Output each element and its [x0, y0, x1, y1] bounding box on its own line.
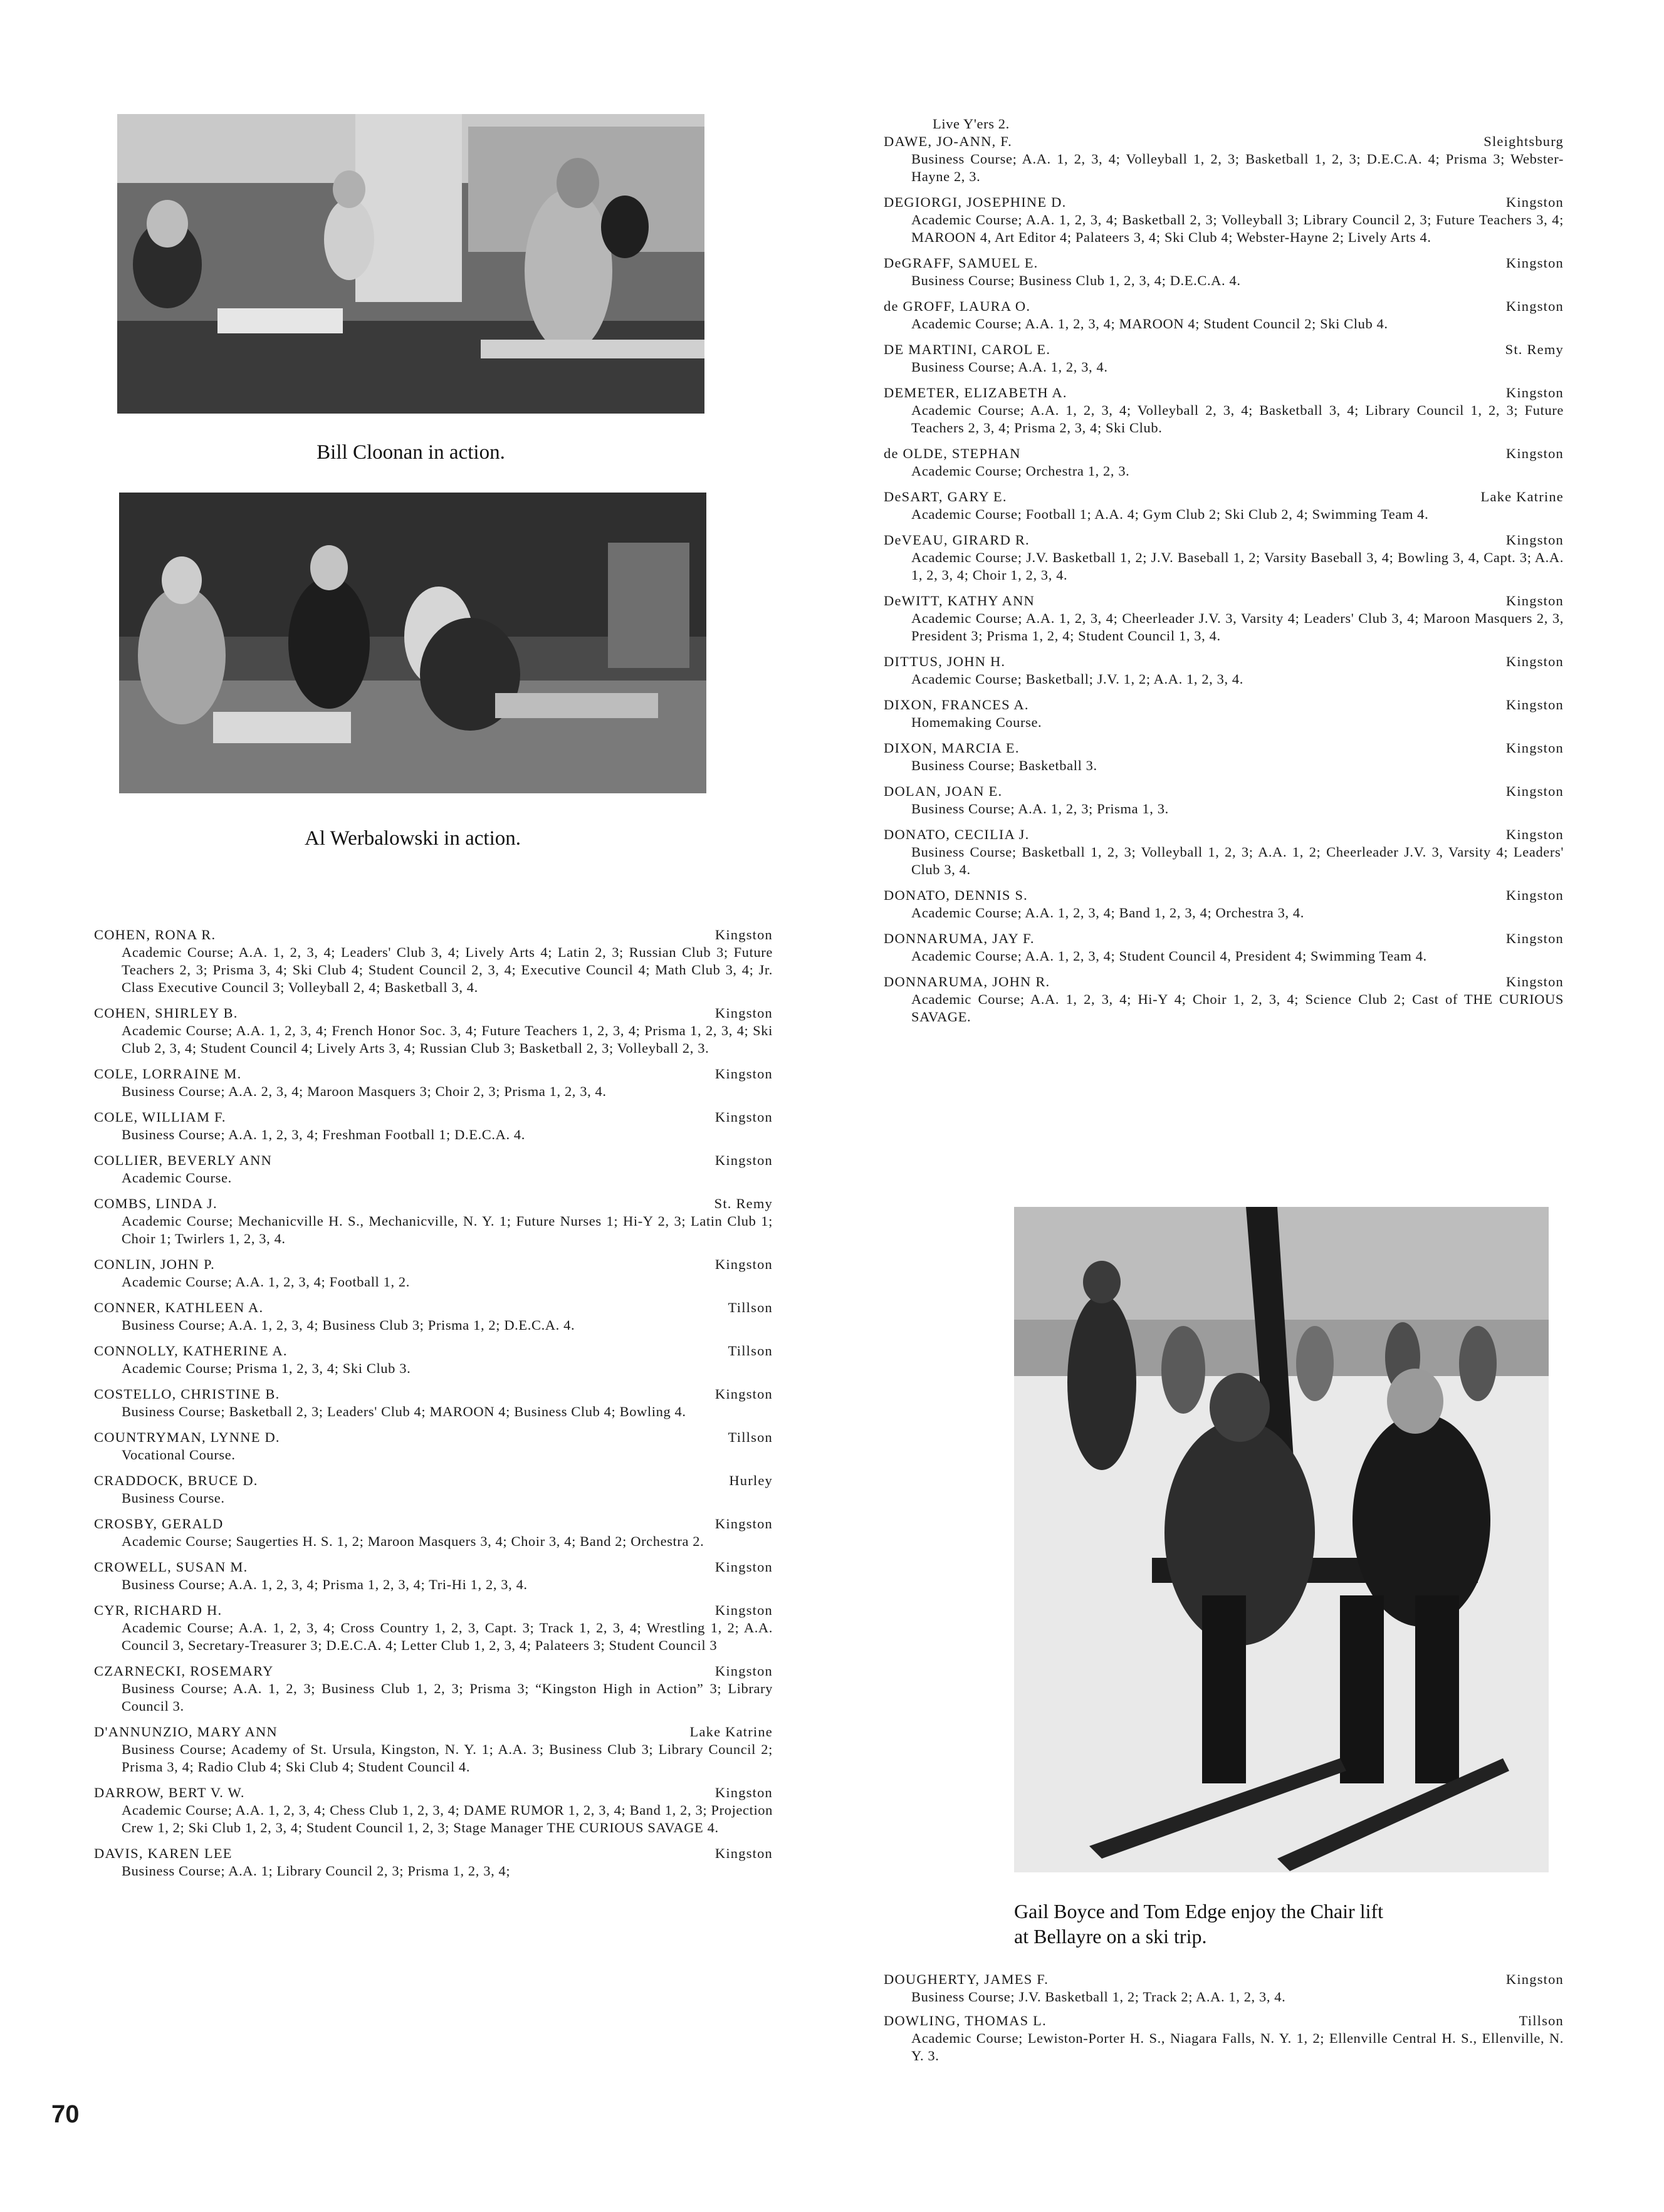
entry-heading	[884, 696, 1564, 714]
entry-heading	[884, 298, 1564, 315]
senior-entry	[884, 826, 1564, 879]
student-town: Kingston	[1505, 931, 1564, 946]
student-activities: Academic Course; A.A. 1, 2, 3, 4; Volleyball 2, 3, 4; Basketball 3, 4; Library Council 1, 2, 3; Future Teachers 2, 3, 4; Prisma 2, 3, 4; Ski Club.	[911, 402, 1564, 436]
entry-heading	[94, 1342, 773, 1360]
student-town: St. Remy	[1505, 342, 1564, 357]
senior-entry	[94, 1472, 773, 1507]
student-name: de OLDE, STEPHAN	[884, 446, 1021, 461]
photo1-caption: Bill Cloonan in action.	[317, 441, 505, 464]
student-name: DARROW, BERT V. W.	[94, 1785, 245, 1800]
student-name: COSTELLO, CHRISTINE B.	[94, 1386, 280, 1402]
senior-entry	[94, 1299, 773, 1334]
student-activities: Academic Course; A.A. 1, 2, 3, 4; Student Council 4, President 4; Swimming Team 4.	[911, 948, 1427, 964]
student-town: Kingston	[714, 1516, 773, 1531]
student-activities: Business Course; A.A. 1, 2, 3, 4; Volleyball 1, 2, 3; Basketball 1, 2, 3; D.E.C.A. 4; Prisma 3; Webster-Hayne 2, 3.	[911, 151, 1564, 184]
photo-classroom-1	[117, 114, 704, 414]
student-activities: Business Course; A.A. 1, 2, 3, 4; Business Club 3; Prisma 1, 2; D.E.C.A. 4.	[122, 1317, 575, 1333]
entry-heading	[884, 445, 1564, 462]
entry-heading	[94, 1662, 773, 1680]
entry-heading	[94, 1385, 773, 1403]
senior-entry	[94, 1065, 773, 1100]
student-name: CONNOLLY, KATHERINE A.	[94, 1343, 288, 1359]
senior-entry	[94, 1256, 773, 1291]
student-town: Kingston	[714, 1663, 773, 1679]
student-activities: Business Course; A.A. 1; Library Council 2, 3; Prisma 1, 2, 3, 4;	[122, 1863, 511, 1879]
entry-heading	[94, 926, 773, 944]
student-activities: Homemaking Course.	[911, 714, 1042, 730]
entry-heading	[884, 194, 1564, 211]
student-activities: Business Course; Business Club 1, 2, 3, 4; D.E.C.A. 4.	[911, 273, 1241, 288]
senior-entry	[94, 1558, 773, 1594]
student-town: Lake Katrine	[689, 1724, 773, 1740]
student-name: COLLIER, BEVERLY ANN	[94, 1152, 273, 1168]
entry-heading	[94, 1065, 773, 1083]
entry-heading	[94, 1429, 773, 1446]
student-name: DIXON, FRANCES A.	[884, 697, 1029, 712]
student-town: Kingston	[714, 1152, 773, 1168]
student-activities: Business Course; Basketball 2, 3; Leaders' Club 4; MAROON 4; Business Club 4; Bowling 4.	[122, 1404, 686, 1419]
student-name: DONATO, DENNIS S.	[884, 887, 1028, 903]
senior-entry	[884, 341, 1564, 376]
student-activities: Academic Course; Lewiston-Porter H. S., Niagara Falls, N. Y. 1, 2; Ellenville Central H. S., Ellenville, N. Y. 3.	[911, 2030, 1564, 2063]
senior-entry	[94, 1845, 773, 1880]
senior-entry	[884, 592, 1564, 645]
student-town: Kingston	[714, 1256, 773, 1272]
senior-entry	[884, 531, 1564, 584]
student-name: DONNARUMA, JAY F.	[884, 931, 1035, 946]
senior-entry	[94, 1004, 773, 1057]
student-name: DOWLING, THOMAS L.	[884, 2013, 1047, 2028]
student-name: DITTUS, JOHN H.	[884, 654, 1006, 669]
senior-entry	[884, 653, 1564, 688]
student-activities: Academic Course.	[122, 1170, 232, 1186]
senior-entry	[884, 194, 1564, 246]
entry-heading	[884, 592, 1564, 610]
student-town: Kingston	[1505, 654, 1564, 669]
student-town: Kingston	[714, 1785, 773, 1800]
student-name: DEMETER, ELIZABETH A.	[884, 385, 1067, 400]
student-town: Kingston	[1505, 194, 1564, 210]
student-activities: Business Course; A.A. 1, 2, 3; Business Club 1, 2, 3; Prisma 3; “Kingston High in Action” 3; Library Council 3.	[122, 1681, 773, 1714]
student-activities: Academic Course; A.A. 1, 2, 3, 4; Hi-Y 4; Choir 1, 2, 3, 4; Science Club 2; Cast of THE CURIOUS SAVAGE.	[911, 991, 1564, 1025]
student-town: Kingston	[1505, 385, 1564, 400]
senior-entry	[94, 1195, 773, 1248]
student-activities: Business Course; Basketball 3.	[911, 758, 1097, 773]
entry-heading	[884, 531, 1564, 549]
senior-entry	[884, 930, 1564, 965]
student-activities: Academic Course; A.A. 1, 2, 3, 4; Basketball 2, 3; Volleyball 3; Library Council 2, 3; Future Teachers 3, 4; MAROON 4, Art Editor 4; Palateers 3, 4; Ski Club 4; Webster-Hayne 2; Lively Arts 4.	[911, 212, 1564, 245]
photo2-caption: Al Werbalowski in action.	[304, 827, 521, 850]
entry-heading	[94, 1195, 773, 1213]
student-town: Kingston	[714, 1845, 773, 1861]
senior-entry	[94, 1385, 773, 1421]
senior-entry	[884, 739, 1564, 775]
student-town: Kingston	[714, 1602, 773, 1618]
entry-heading	[884, 2012, 1564, 2030]
student-activities: Academic Course; Mechanicville H. S., Mechanicville, N. Y. 1; Future Nurses 1; Hi-Y 2, 3; Latin Club 1; Choir 1; Twirlers 1, 2, 3, 4.	[122, 1213, 773, 1246]
student-town: Kingston	[1505, 783, 1564, 799]
senior-entry	[94, 1429, 773, 1464]
student-town: Sleightsburg	[1483, 133, 1564, 149]
student-town: St. Remy	[714, 1196, 773, 1211]
student-activities: Business Course; A.A. 1, 2, 3, 4; Freshman Football 1; D.E.C.A. 4.	[122, 1127, 525, 1142]
student-activities: Academic Course; Football 1; A.A. 4; Gym Club 2; Ski Club 2, 4; Swimming Team 4.	[911, 506, 1429, 522]
student-town: Kingston	[714, 1005, 773, 1021]
student-town: Kingston	[714, 927, 773, 942]
continued-fragment: Live Y'ers 2.	[933, 116, 1010, 132]
student-town: Kingston	[1505, 255, 1564, 271]
student-town: Lake Katrine	[1480, 489, 1564, 504]
student-activities: Academic Course; A.A. 1, 2, 3, 4; MAROON 4; Student Council 2; Ski Club 4.	[911, 316, 1388, 331]
entry-heading	[884, 384, 1564, 402]
senior-list-right-bottom	[884, 1971, 1564, 2065]
entry-heading	[884, 254, 1564, 272]
senior-entry	[884, 298, 1564, 333]
senior-entry	[884, 254, 1564, 290]
senior-entry	[94, 1602, 773, 1654]
entry-heading	[94, 1515, 773, 1533]
senior-entry	[94, 1109, 773, 1144]
student-activities: Academic Course; Orchestra 1, 2, 3.	[911, 463, 1130, 479]
senior-entry	[884, 696, 1564, 731]
student-activities: Business Course; J.V. Basketball 1, 2; Track 2; A.A. 1, 2, 3, 4.	[911, 1989, 1286, 2005]
senior-entry	[884, 445, 1564, 480]
student-activities: Academic Course; A.A. 1, 2, 3, 4; Cheerleader J.V. 3, Varsity 4; Leaders' Club 3, 4; Maroon Masquers 2, 3, President 3; Prisma 1, 2, 4; Student Council 1, 3, 4.	[911, 610, 1564, 644]
student-town: Tillson	[728, 1343, 773, 1359]
student-town: Kingston	[714, 1559, 773, 1575]
student-name: DOLAN, JOAN E.	[884, 783, 1003, 799]
senior-entry	[884, 133, 1564, 185]
student-name: DeSART, GARY E.	[884, 489, 1007, 504]
student-name: de GROFF, LAURA O.	[884, 298, 1031, 314]
student-town: Kingston	[1505, 827, 1564, 842]
student-name: CONNER, KATHLEEN A.	[94, 1300, 264, 1315]
student-name: DONNARUMA, JOHN R.	[884, 974, 1050, 989]
entry-heading	[884, 887, 1564, 904]
student-town: Kingston	[714, 1386, 773, 1402]
student-name: CZARNECKI, ROSEMARY	[94, 1663, 274, 1679]
student-name: DAVIS, KAREN LEE	[94, 1845, 233, 1861]
student-activities: Academic Course; Saugerties H. S. 1, 2; Maroon Masquers 3, 4; Choir 3, 4; Band 2; Orchestra 2.	[122, 1533, 704, 1549]
senior-entry	[94, 1515, 773, 1550]
student-activities: Business Course; A.A. 1, 2, 3, 4.	[911, 359, 1108, 375]
student-name: DEGIORGI, JOSEPHINE D.	[884, 194, 1067, 210]
senior-list-left	[94, 926, 773, 1880]
student-name: COHEN, RONA R.	[94, 927, 216, 942]
student-town: Kingston	[1505, 887, 1564, 903]
student-activities: Academic Course; J.V. Basketball 1, 2; J.V. Baseball 1, 2; Varsity Baseball 3, 4; Bowling 3, 4, Capt. 3; A.A. 1, 2, 3, 4; Choir 1, 2, 3, 4.	[911, 550, 1564, 583]
senior-entry	[94, 1662, 773, 1715]
entry-heading	[94, 1723, 773, 1741]
entry-heading	[94, 1784, 773, 1802]
student-name: CROSBY, GERALD	[94, 1516, 224, 1531]
student-town: Kingston	[714, 1066, 773, 1082]
entry-heading	[884, 133, 1564, 150]
entry-heading	[884, 973, 1564, 991]
photo3-caption	[1014, 1899, 1549, 1949]
student-name: DeVEAU, GIRARD R.	[884, 532, 1030, 548]
student-name: DeGRAFF, SAMUEL E.	[884, 255, 1039, 271]
student-town: Tillson	[1519, 2013, 1564, 2028]
senior-entry	[884, 1971, 1564, 2006]
senior-entry	[884, 488, 1564, 523]
page-number: 70	[51, 2100, 80, 2128]
student-activities: Academic Course; A.A. 1, 2, 3, 4; Chess Club 1, 2, 3, 4; DAME RUMOR 1, 2, 3, 4; Band 1, 2, 3; Projection Crew 1, 2; Ski Club 1, 2, 3, 4; Student Council 1, 2, 3; Stage Manager THE CURIOUS SAVAGE 4.	[122, 1802, 773, 1835]
student-name: COHEN, SHIRLEY B.	[94, 1005, 238, 1021]
entry-heading	[94, 1004, 773, 1022]
student-activities: Business Course; A.A. 2, 3, 4; Maroon Masquers 3; Choir 2, 3; Prisma 1, 2, 3, 4.	[122, 1083, 607, 1099]
student-activities: Business Course.	[122, 1490, 225, 1506]
student-town: Kingston	[1505, 532, 1564, 548]
photo-ski-lift	[1014, 1207, 1549, 1872]
senior-list-right	[884, 115, 1564, 1026]
student-activities: Academic Course; A.A. 1, 2, 3, 4; Leaders' Club 3, 4; Lively Arts 4; Latin 2, 3; Russian Club 3; Future Teachers 2, 3; Prisma 3, 4; Ski Club 4; Student Council 2, 3, 4; Executive Council 4; Math Club 3, 4; Jr. Class Executive Council 3; Volleyball 2, 4; Basketball 3, 4.	[122, 944, 773, 995]
student-activities: Business Course; Basketball 1, 2, 3; Volleyball 1, 2, 3; A.A. 1, 2; Cheerleader J.V. 3, Varsity 4; Leaders' Club 3, 4.	[911, 844, 1564, 877]
entry-heading	[884, 653, 1564, 670]
senior-entry	[884, 384, 1564, 437]
student-town: Kingston	[1505, 298, 1564, 314]
student-town: Kingston	[1505, 974, 1564, 989]
student-name: COLE, WILLIAM F.	[94, 1109, 226, 1125]
student-activities: Business Course; Academy of St. Ursula, Kingston, N. Y. 1; A.A. 3; Business Club 3; Library Council 2; Prisma 3, 4; Radio Club 4; Ski Club 4; Student Council 4.	[122, 1741, 773, 1775]
student-town: Kingston	[1505, 593, 1564, 608]
photo3-caption-line1: Gail Boyce and Tom Edge enjoy the Chair lift	[1014, 1900, 1384, 1922]
student-activities: Academic Course; Prisma 1, 2, 3, 4; Ski Club 3.	[122, 1360, 411, 1376]
student-name: CROWELL, SUSAN M.	[94, 1559, 248, 1575]
senior-entry	[94, 1152, 773, 1187]
student-town: Kingston	[1505, 740, 1564, 756]
student-town: Kingston	[1505, 697, 1564, 712]
entry-heading	[94, 1602, 773, 1619]
student-activities: Business Course; A.A. 1, 2, 3, 4; Prisma 1, 2, 3, 4; Tri-Hi 1, 2, 3, 4.	[122, 1577, 528, 1592]
student-town: Tillson	[728, 1300, 773, 1315]
student-activities: Vocational Course.	[122, 1447, 236, 1463]
entry-heading	[884, 826, 1564, 843]
entry-heading	[884, 930, 1564, 947]
student-name: DE MARTINI, CAROL E.	[884, 342, 1051, 357]
student-name: COMBS, LINDA J.	[94, 1196, 217, 1211]
student-name: COUNTRYMAN, LYNNE D.	[94, 1429, 280, 1445]
senior-entry	[94, 926, 773, 996]
senior-entry	[884, 2012, 1564, 2065]
student-name: DOUGHERTY, JAMES F.	[884, 1971, 1049, 1987]
entry-heading	[884, 488, 1564, 506]
entry-heading	[94, 1299, 773, 1317]
entry-heading	[884, 783, 1564, 800]
student-activities: Academic Course; A.A. 1, 2, 3, 4; Cross Country 1, 2, 3, Capt. 3; Track 1, 2, 3, 4; Wrestling 1, 2; A.A. Council 3, Secretary-Treasurer 3; D.E.C.A. 4; Letter Club 1, 2, 3, 4; Palateers 3; Student Council 3	[122, 1620, 773, 1653]
senior-entry	[94, 1723, 773, 1776]
student-activities: Academic Course; Basketball; J.V. 1, 2; A.A. 1, 2, 3, 4.	[911, 671, 1244, 687]
student-name: D'ANNUNZIO, MARY ANN	[94, 1724, 278, 1740]
student-activities: Academic Course; A.A. 1, 2, 3, 4; French Honor Soc. 3, 4; Future Teachers 1, 2, 3, 4; Prisma 1, 2, 3, 4; Ski Club 2, 3, 4; Student Council 4; Lively Arts 3, 4; Russian Club 3; Basketball 2, 3; Volleyball 2, 3.	[122, 1023, 773, 1056]
entry-heading	[94, 1109, 773, 1126]
photo3-caption-line2: at Bellayre on a ski trip.	[1014, 1925, 1207, 1948]
student-name: DIXON, MARCIA E.	[884, 740, 1020, 756]
senior-entry	[884, 783, 1564, 818]
photo-classroom-2	[119, 493, 706, 793]
student-name: COLE, LORRAINE M.	[94, 1066, 242, 1082]
student-name: CYR, RICHARD H.	[94, 1602, 222, 1618]
student-name: CRADDOCK, BRUCE D.	[94, 1473, 258, 1488]
student-activities: Business Course; A.A. 1, 2, 3; Prisma 1, 3.	[911, 801, 1169, 816]
student-town: Kingston	[714, 1109, 773, 1125]
student-name: DONATO, CECILIA J.	[884, 827, 1030, 842]
student-name: DeWITT, KATHY ANN	[884, 593, 1035, 608]
entry-heading	[94, 1256, 773, 1273]
senior-entry	[94, 1784, 773, 1837]
student-activities: Academic Course; A.A. 1, 2, 3, 4; Band 1, 2, 3, 4; Orchestra 3, 4.	[911, 905, 1304, 921]
student-town: Kingston	[1505, 1971, 1564, 1987]
student-activities: Academic Course; A.A. 1, 2, 3, 4; Football 1, 2.	[122, 1274, 411, 1290]
entry-heading	[94, 1152, 773, 1169]
student-town: Hurley	[729, 1473, 773, 1488]
senior-list-right-entries	[884, 133, 1564, 1026]
student-town: Kingston	[1505, 446, 1564, 461]
entry-heading	[94, 1845, 773, 1862]
entry-heading	[884, 341, 1564, 358]
senior-entry	[884, 887, 1564, 922]
student-name: DAWE, JO-ANN, F.	[884, 133, 1012, 149]
entry-heading	[94, 1472, 773, 1489]
student-town: Tillson	[728, 1429, 773, 1445]
senior-entry	[94, 1342, 773, 1377]
student-name: CONLIN, JOHN P.	[94, 1256, 216, 1272]
entry-heading	[94, 1558, 773, 1576]
senior-entry	[884, 973, 1564, 1026]
entry-heading	[884, 1971, 1564, 1988]
entry-heading	[884, 739, 1564, 757]
